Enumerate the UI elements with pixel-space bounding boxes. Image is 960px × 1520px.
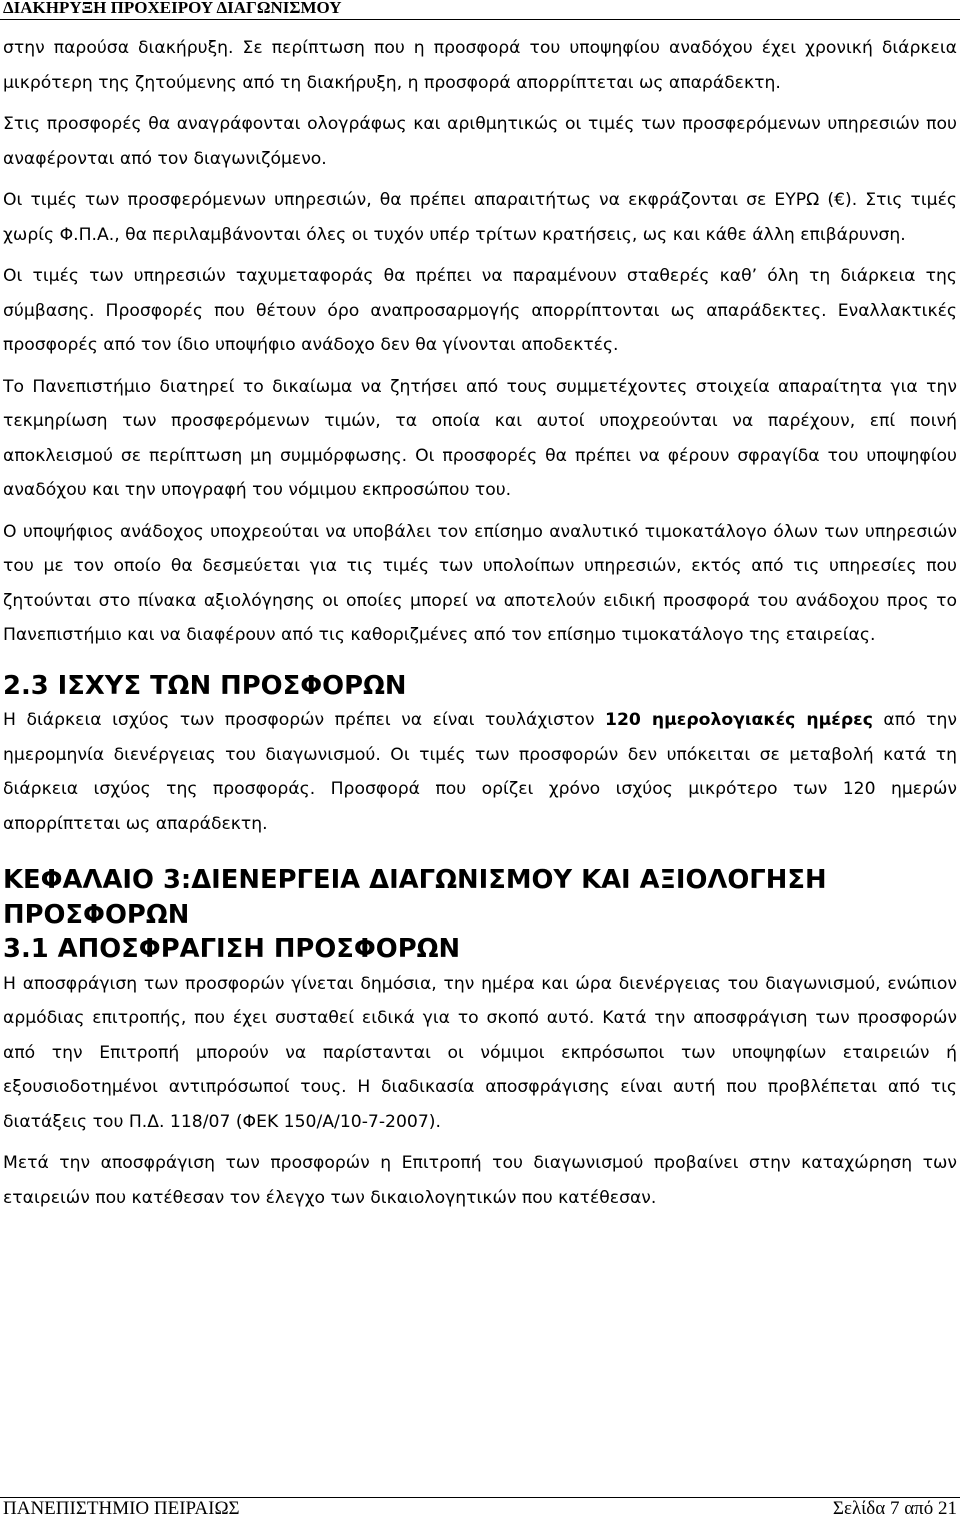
paragraph-prices-written: Στις προσφορές θα αναγράφονται ολογράφως και αριθμητικώς οι τιμές των προσφερόμενων υπηρεσιών που αναφέρονται από τον διαγωνιζόμενο. <box>3 114 957 169</box>
paragraph-offer-duration: στην παρούσα διακήρυξη. Σε περίπτωση που η προσφορά του υποψηφίου αναδόχου έχει χρονική διάρκεια μικρότερη της ζητούμενης από τη διακήρυξη, η προσφορά απορρίπτεται ως απαράδεκτη. <box>3 38 957 93</box>
document-body <box>3 31 957 1491</box>
page-footer <box>0 1497 960 1520</box>
paragraph-prices-euro: Οι τιμές των προσφερόμενων υπηρεσιών, θα πρέπει απαραιτήτως να εκφράζονται σε ΕΥΡΩ (€). Στις τιμές χωρίς Φ.Π.Α., θα περιλαμβάνονται όλες οι τυχόν υπέρ τρίτων κρατήσεις, ως και κάθε άλλη επιβάρυνση. <box>3 190 957 245</box>
chapter-heading-3: ΚΕΦΑΛΑΙΟ 3:ΔΙΕΝΕΡΓΕΙΑ ΔΙΑΓΩΝΙΣΜΟΥ ΚΑΙ ΑΞΙΟΛΟΓΗΣΗ ΠΡΟΣΦΟΡΩΝ <box>3 865 827 930</box>
paragraph-price-list: Ο υποψήφιος ανάδοχος υποχρεούται να υποβάλει τον επίσημο αναλυτικό τιμοκατάλογο όλων των υπηρεσιών του με τον οποίο θα δεσμεύεται για τις τιμές των υπολοίπων υπηρεσιών, εκτός από τις υπηρεσίες που ζητούνται στο πίνακα αξιολόγησης οι οποίες μπορεί να αποτελούν ειδική προσφορά του ανάδοχου προς το Πανεπιστήμιο και να διαφέρουν από τις καθοριζμένες από τον επίσημο τιμοκατάλογο της εταιρείας. <box>3 521 957 645</box>
page-header <box>0 0 960 20</box>
validity-text-end: από την ημερομηνία διενέργειας του διαγωνισμού. Οι τιμές των προσφορών δεν υπόκειται σε μεταβολή κατά τη διάρκεια ισχύος της προσφοράς. Προσφορά που ορίζει χρόνο ισχύος μικρότερο των 120 ημερών απορρίπτεται ως απαράδεκτη. <box>3 710 957 834</box>
footer-page-number: Σελίδα 7 από 21 <box>832 1498 957 1519</box>
paragraph-fixed-prices: Οι τιμές των υπηρεσιών ταχυμεταφοράς θα πρέπει να παραμένουν σταθερές καθ’ όλη τη διάρκεια της σύμβασης. Προσφορές που θέτουν όρο αναπροσαρμογής απορρίπτονται ως απαράδεκτες. Εναλλακτικές προσφορές από τον ίδιο υποψήφιο ανάδοχο δεν θα γίνονται αποδεκτές. <box>3 266 957 355</box>
paragraph-unsealing: Η αποσφράγιση των προσφορών γίνεται δημόσια, την ημέρα και ώρα διενέργειας του διαγωνισμού, ενώπιον αρμόδιας επιτροπής, που έχει συσταθεί ειδικά για το σκοπό αυτό. Κατά την αποσφράγιση των προσφορών από την Επιτροπή μπορούν να παρίστανται οι νόμιμοι εκπρόσωποι των υποψηφίων εταιρειών ή εξουσιοδοτημένοι αντιπρόσωποί τους. Η διαδικασία αποσφράγισης είναι αυτή που προβλέπεται από τις διατάξεις του Π.Δ. 118/07 (ΦΕΚ 150/Α/10-7-2007). <box>3 973 957 1132</box>
paragraph-after-unsealing: Μετά την αποσφράγιση των προσφορών η Επιτροπή του διαγωνισμού προβαίνει στην καταχώρηση των εταιρειών που κατέθεσαν τον έλεγχο των δικαιολογητικών που κατέθεσαν. <box>3 1153 957 1208</box>
validity-text-start: Η διάρκεια ισχύος των προσφορών πρέπει να είναι τουλάχιστον <box>3 710 605 730</box>
document-title: ΔΙΑΚΗΡΥΞΗ ΠΡΟΧΕΙΡΟΥ ΔΙΑΓΩΝΙΣΜΟΥ <box>3 0 342 17</box>
validity-days-bold: 120 ημερολογιακές ημέρες <box>604 710 873 730</box>
paragraph-university-rights: Το Πανεπιστήμιο διατηρεί το δικαίωμα να ζητήσει από τους συμμετέχοντες στοιχεία απαραίτητα για την τεκμηρίωση των προσφερόμενων τιμών, τα οποία και αυτοί υποχρεούνται να παρέχουν, επί ποινή αποκλεισμού σε περίπτωση μη συμμόρφωσης. Οι προσφορές θα πρέπει να φέρουν σφραγίδα του υποψηφίου αναδόχου και την υπογραφή του νόμιμου εκπροσώπου του. <box>3 376 957 500</box>
paragraph-offer-validity <box>3 703 957 841</box>
section-heading-unsealing: 3.1 ΑΠΟΣΦΡΑΓΙΣΗ ΠΡΟΣΦΟΡΩΝ <box>3 934 461 964</box>
footer-institution: ΠΑΝΕΠΙΣΤΗΜΙΟ ΠΕΙΡΑΙΩΣ <box>3 1498 240 1519</box>
section-heading-offer-validity: 2.3 ΙΣΧΥΣ ΤΩΝ ΠΡΟΣΦΟΡΩΝ <box>3 670 407 701</box>
